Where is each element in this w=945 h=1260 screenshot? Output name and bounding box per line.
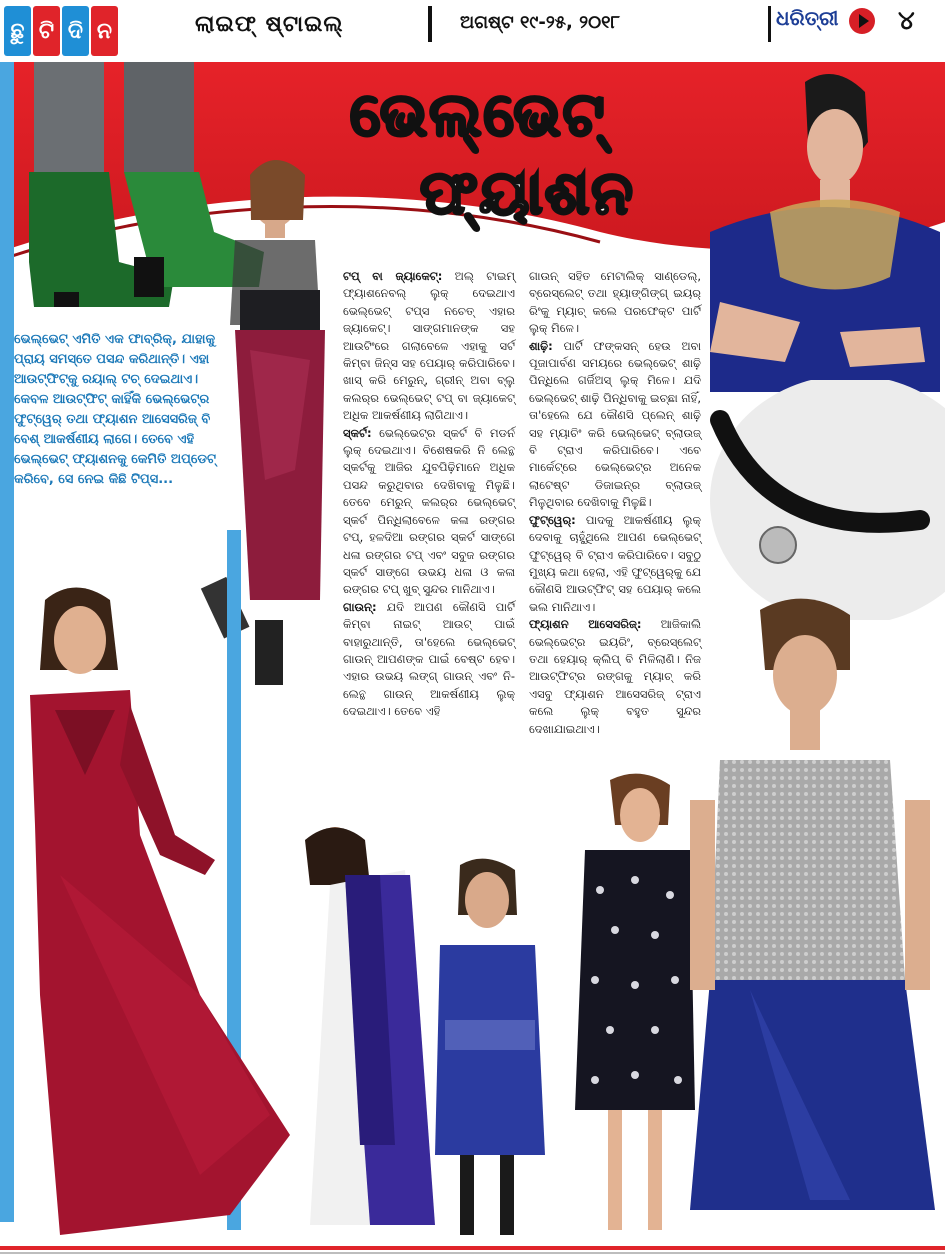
article-paragraph (529, 338, 701, 512)
velvet-skater-dress-photo (690, 590, 945, 1240)
subheading: ଟପ୍ ବା ଜ୍ୟାକେଟ୍: (343, 269, 443, 283)
velvet-saree-model-photo (285, 815, 445, 1240)
article-paragraph (529, 616, 701, 738)
paragraph-text: ଆଜିକାଲି ଭେଲ୍‌ଭେଟ୍‌ର ଇୟରିଂ, ବ୍ରେସ୍‌ଲେଟ୍ ତଥା ହେୟାର୍ କ୍ଲିପ୍ ବି ମିଳିଲାଣି। ନିଜ ଆଉଟ୍‌ଫିଟ୍‌ର ରଙ୍ଗକୁ ମ୍ୟାଚ୍ କରି ଏସବୁ ଫ୍ୟାଶନ ଆସେସରିଜ୍ ଟ୍ରାଏ କଲେ ଲୁକ୍ ବହୁତ ସୁନ୍ଦର ଦେଖାଯାଇଥାଏ। (529, 617, 701, 736)
subheading: ଫୁଟ୍‌ୱେର୍: (529, 512, 576, 527)
footer-rule (0, 1252, 945, 1254)
subheading: ଗାଉନ୍: (343, 599, 377, 614)
paragraph-text: ଅଲ୍ ଟାଇମ୍ ଫ୍ୟାଶନେବଲ୍ ଲୁକ୍ ଦେଇଥାଏ ଭେଲ୍‌ଭେଟ୍ ଟପ୍ସ ନଚେତ୍ ଏହାର ଜ୍ୟାକେଟ୍। ସାଙ୍ଗମାନଙ୍କ ସହ ଆଉଟିଂରେ ଗଲାବେଳେ ଏହାକୁ ସର୍ଟ କିମ୍ବା ଜିନ୍ସ ସହ ପେୟାର୍ କରିପାରିବେ। ଖାସ୍ କରି ମେରୁନ୍, ଗ୍ରୀନ୍ ଅବା ବ୍ଲୁ କଲର୍‌ର ଭେଲ୍‌ଭେଟ୍ ଟପ୍ ବା ଜ୍ୟାକେଟ୍ ଅଧିକ ଆକର୍ଷଣୀୟ ଲାଗିଥାଏ। (343, 269, 515, 423)
article-column-2 (529, 268, 701, 738)
velvet-blue-dress-photo (425, 855, 555, 1240)
velvet-choker-photo (700, 380, 945, 620)
brand-tile: ଛୁ (4, 6, 31, 56)
subheading: ଫ୍ୟାଶନ ଆସେସରିଜ୍: (529, 617, 642, 632)
play-icon (849, 8, 875, 34)
velvet-blouse-model-photo (690, 62, 945, 392)
article-paragraph (529, 268, 701, 338)
publication-logo: ଧରିତ୍ରୀ (776, 6, 839, 30)
article-paragraph (343, 268, 515, 425)
paragraph-text: ଗାଉନ୍ ସହିତ ମେଟାଲିକ୍ ସାଣ୍ଡେଲ୍, ବ୍ରେସ୍‌ଲେଟ୍ ତଥା ହ୍ୟାଙ୍ଗିଙ୍ଗ୍ ଇୟର୍ ରିଂକୁ ମ୍ୟାଚ୍ କଲେ ପରଫେକ୍ଟ ପାର୍ଟି ଲୁକ୍ ମିଳେ। (529, 269, 701, 336)
header-divider (768, 6, 771, 42)
article-paragraph (343, 599, 515, 721)
footer-rule (0, 1246, 945, 1250)
article-paragraph (343, 425, 515, 599)
brand-logo (4, 6, 118, 56)
header-divider (428, 6, 432, 42)
paragraph-text: ପାଦକୁ ଆକର୍ଷଣୀୟ ଲୁକ୍ ଦେବାକୁ ଚାହୁଁଥିଲେ ଆପଣ ଭେଲ୍‌ଭେଟ୍ ଫୁଟ୍‌ୱେର୍ ବି ଟ୍ରାଏ କରିପାରିବେ। ସବୁଠୁ ମୁଖ୍ୟ କଥା ହେଲା, ଏହି ଫୁଟ୍‌ୱେର୍‌କୁ ଯେ କୌଣସି ଆଉଟ୍‌ଫିଟ୍ ସହ ପେୟାର୍ କଲେ ଭଲ ମାନିଥାଏ। (529, 512, 701, 614)
subheading: ଶାଢ଼ି: (529, 338, 553, 353)
article-paragraph (529, 512, 701, 616)
issue-date: ଅଗଷ୍ଟ ୧୯-୨୫, ୨୦୧୮ (460, 12, 620, 33)
headline-line-2: ଫ୍ୟାଶନ (420, 158, 635, 228)
section-title: ଲାଇଫ୍ ଷ୍ଟାଇଲ୍ (195, 12, 344, 37)
headline-line-1: ଭେଲ୍‌ଭେଟ୍ (350, 80, 607, 150)
article-column-1 (343, 268, 515, 721)
brand-tile: ନ (91, 6, 118, 56)
velvet-gown-model-photo (0, 575, 320, 1240)
brand-tile: ଟି (33, 6, 60, 56)
subheading: ସ୍କର୍ଟ: (343, 425, 372, 440)
brand-tile: ଦି (62, 6, 89, 56)
page-number: ୪ (898, 6, 915, 36)
paragraph-text: ଭେଲ୍‌ଭେଟ୍‌ର ସ୍କର୍ଟ ବି ମଡର୍ନ ଲୁକ୍ ଦେଇଥାଏ। ବିଶେଷକରି ନି ଲେନ୍ଥ ସ୍କର୍ଟକୁ ଆଜିର ଯୁବପିଢ଼ିମାନେ ଅଧିକ ପସନ୍ଦ କରୁଥିବାର ଦେଖିବାକୁ ମିଳୁଛି। ତେବେ ମେରୁନ୍ କଲର୍‌ର ଭେଲ୍‌ଭେଟ୍ ସ୍କର୍ଟ ପିନ୍ଧିଲାବେଳେ କଳା ରଙ୍ଗର ଟପ୍, ହଳଦିଆ ରଙ୍ଗର ସ୍କର୍ଟ ସାଙ୍ଗେ ଧଳା ରଙ୍ଗର ଟପ୍ ଏବଂ ସବୁଜ ରଙ୍ଗର ସ୍କର୍ଟ ସାଙ୍ଗେ ଉଭୟ ଧଳା ଓ କଳା ରଙ୍ଗର ଟପ୍ ଖୁବ୍ ସୁନ୍ଦର ମାନିଥାଏ। (343, 425, 515, 597)
intro-paragraph: ଭେଲ୍‌ଭେଟ୍ ଏମିତି ଏକ ଫାବ୍ରିକ୍, ଯାହାକୁ ପ୍ରାୟ ସମସ୍ତେ ପସନ୍ଦ କରିଥାନ୍ତି। ଏହା ଆଉଟ୍‌ଫିଟ୍‌କୁ ରୟାଲ୍ ଟଚ୍ ଦେଇଥାଏ। କେବଳ ଆଉଟ୍‌ଫିଟ୍ କାହିଁକି ଭେଲ୍‌ଭେଟ୍‌ର ଫୁଟ୍‌ୱେର୍ ତଥା ଫ୍ୟାଶନ ଆସେସରିଜ୍ ବି ବେଶ୍ ଆକର୍ଷଣୀୟ ଲାଗେ। ତେବେ ଏହି ଭେଲ୍‌ଭେଟ୍ ଫ୍ୟାଶନକୁ କେମିତି ଅପ୍‌ଡେଟ୍ କରିବେ, ସେ ନେଇ କିଛି ଟିପ୍ସ... (14, 332, 217, 487)
paragraph-text: ଯଦି ଆପଣ କୌଣସି ପାର୍ଟି କିମ୍ବା ନାଇଟ୍ ଆଉଟ୍ ପାଇଁ ବାହାରୁଥାନ୍ତି, ତା'ହେଲେ ଭେଲ୍‌ଭେଟ୍ ଗାଉନ୍ ଆପଣଙ୍କ ପାଇଁ ବେଷ୍ଟ ହେବ। ଏହାର ଉଭୟ ଲଙ୍ଗ୍ ଗାଉନ୍ ଏବଂ ନି-ଲେନ୍ଥ ଗାଉନ୍ ଆକର୍ଷଣୀୟ ଲୁକ୍ ଦେଇଥାଏ। ତେବେ ଏହି (343, 599, 515, 719)
velvet-polka-dress-photo (560, 770, 700, 1240)
paragraph-text: ପାର୍ଟି ଫଙ୍କସନ୍ ହେଉ ଅବା ପୂଜାପାର୍ବଣ ସମୟରେ ଭେଲ୍‌ଭେଟ୍ ଶାଢ଼ି ପିନ୍ଧିଲେ ଗର୍ଜିଅସ୍ ଲୁକ୍ ମିଳେ। ଯଦି ଭେଲ୍‌ଭେଟ୍ ଶାଢ଼ି ପିନ୍ଧିବାକୁ ଇଚ୍ଛା ନାହିଁ, ତା'ହେଲେ ଯେ କୌଣସି ପ୍ଲେନ୍ ଶାଢ଼ି ସହ ମ୍ୟାଚିଂ କରି ଭେଲ୍‌ଭେଟ୍ ବ୍ଲାଉଜ୍ ବି ଟ୍ରାଏ କରିପାରିବେ। ଏବେ ମାର୍କେଟ୍‌ରେ ଭେଲ୍‌ଭେଟ୍‌ର ଅନେକ ଲାଟେଷ୍ଟ ଡିଜାଇନ୍‌ର ବ୍ଲାଉଜ୍ ମିଳୁଥିବାର ଦେଖିବାକୁ ମିଳୁଛି। (529, 338, 701, 510)
